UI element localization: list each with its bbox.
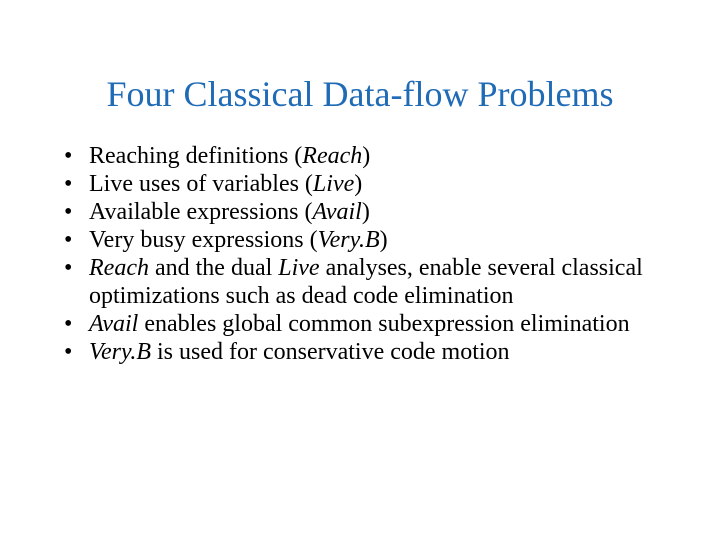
bullet-text-italic: Reach [89,255,149,281]
bullet-text [89,143,370,169]
bullet-marker: • [64,143,73,169]
bullet-marker: • [64,171,73,197]
bullet-item [64,142,664,170]
bullet-item [64,198,664,226]
bullet-text-segment: is used for conservative code motion [150,339,510,365]
bullet-text [89,171,362,197]
bullet-item [64,254,664,310]
bullet-text-segment: ) [379,227,388,253]
bullet-text-segment: ) [362,143,371,169]
bullet-text-segment: and the dual [148,255,279,281]
bullet-text-italic: Avail [89,311,139,337]
bullet-list [64,142,664,366]
bullet-text-segment: ) [354,171,363,197]
bullet-item [64,338,664,366]
bullet-item [64,170,664,198]
bullet-text [89,339,510,365]
bullet-text-segment: Live uses of variables ( [89,171,313,197]
bullet-text-italic: Reach [302,143,363,169]
bullet-text-segment: analyses, enable several classical optimizations such as dead code elimination [89,255,643,309]
bullet-text [89,255,643,309]
bullet-text [89,199,370,225]
bullet-text-segment: Reaching definitions ( [89,143,303,169]
bullet-item [64,310,664,338]
bullet-text [89,227,388,253]
slide-title: Four Classical Data-flow Problems [106,74,614,114]
bullet-marker: • [64,311,73,337]
bullet-marker: • [64,255,73,281]
bullet-item [64,226,664,254]
bullet-marker: • [64,339,73,365]
bullet-text-italic: Avail [312,199,362,225]
bullet-marker: • [64,199,73,225]
bullet-text-italic: Very.B [89,339,151,365]
bullet-text-segment: Very busy expressions ( [89,227,318,253]
bullet-text-segment: enables global common subexpression elimination [138,311,630,337]
bullet-text-italic: Very.B [317,227,380,253]
bullet-text-italic: Live [278,255,320,281]
bullet-text-segment: ) [361,199,370,225]
bullet-text-segment: Available expressions ( [89,199,313,225]
bullet-text-italic: Live [312,171,355,197]
bullet-text [89,311,630,337]
bullet-marker: • [64,227,73,253]
